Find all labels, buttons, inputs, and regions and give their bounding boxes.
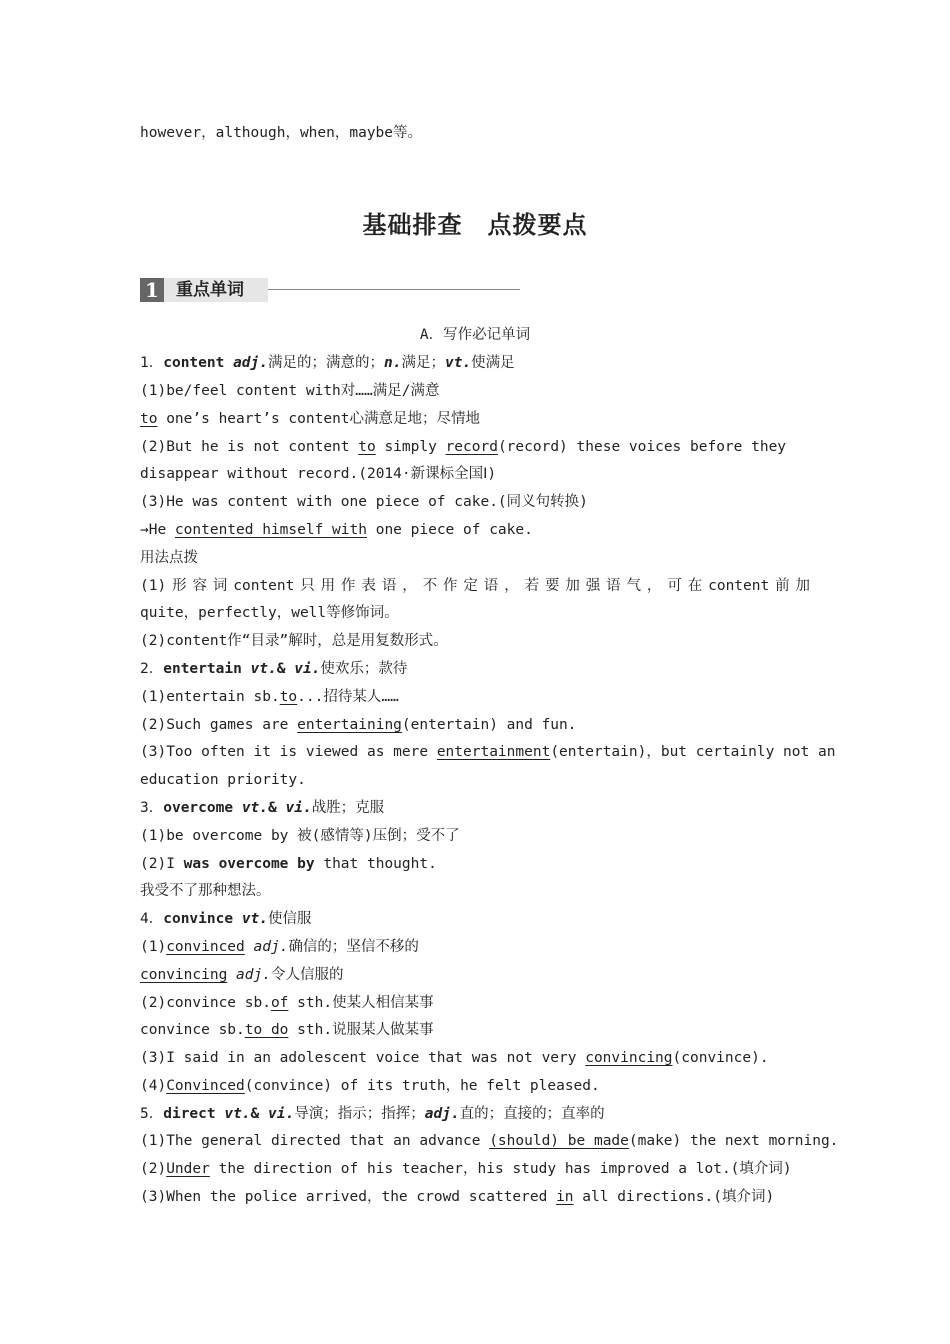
entry-heading-content: 1．content adj.满足的；满意的；n.满足；vt.使满足 [140, 355, 515, 371]
text-line: (1)be/feel content with对……满足/满意 [140, 383, 440, 399]
answer-blank: (should) be made [489, 1133, 629, 1149]
answer-blank: in [556, 1189, 574, 1205]
text-line: quite，perfectly，well等修饰词。 [140, 605, 399, 621]
intro-line: however，although，when，maybe等。 [140, 125, 423, 141]
text-line: (1)convinced adj.确信的；坚信不移的 [140, 939, 419, 955]
page-title: 基础排查 点拨要点 [362, 211, 588, 239]
text-line: (4)Convinced(convince) of its truth，he felt pleased. [140, 1078, 600, 1094]
text-line: (1)be overcome by 被(感情等)压倒；受不了 [140, 828, 460, 844]
text-line: (1)entertain sb.to...招待某人…… [140, 689, 399, 705]
text-line: convince sb.to do sth.说服某人做某事 [140, 1022, 434, 1038]
text-line: (2)I was overcome by that thought. [140, 856, 437, 872]
text-line: (3)When the police arrived，the crowd scattered in all directions.(填介词) [140, 1189, 775, 1205]
answer-blank: convincing [585, 1050, 673, 1066]
text-line: (2)content作“目录”解时，总是用复数形式。 [140, 633, 448, 649]
answer-blank: convincing [140, 967, 228, 983]
text-line: (3)I said in an adolescent voice that was not very convincing(convince). [140, 1050, 769, 1066]
section-label: 重点单词 [164, 278, 268, 302]
entry-heading-overcome: 3．overcome vt.& vi.战胜；克服 [140, 800, 385, 816]
text-line: (3)Too often it is viewed as mere entertainment(entertain)，but certainly not an [140, 744, 836, 760]
answer-blank: Under [166, 1161, 210, 1177]
section-header [140, 278, 520, 302]
entry-heading-direct: 5．direct vt.& vi.导演；指示；指挥；adj.直的；直接的；直率的 [140, 1106, 605, 1122]
text-line: (2)But he is not content to simply record(record) these voices before they [140, 439, 787, 455]
text-line: disappear without record.(2014·新课标全国Ⅰ) [140, 466, 497, 482]
answer-blank: convinced [166, 939, 245, 955]
text-line: convincing adj.令人信服的 [140, 967, 344, 983]
answer-blank: entertaining [297, 717, 402, 733]
answer-blank: to [279, 689, 298, 705]
answer-blank: to [358, 439, 376, 455]
entry-heading-entertain: 2．entertain vt.& vi.使欢乐；款待 [140, 661, 408, 677]
text-line: (2)Such games are entertaining(entertain) and fun. [140, 717, 577, 733]
answer-blank: contented himself with [174, 522, 367, 538]
answer-blank: Convinced [166, 1078, 245, 1094]
answer-blank: entertainment [436, 744, 551, 760]
usage-tip-heading: 用法点拨 [140, 550, 198, 566]
text-line: (2)convince sb.of sth.使某人相信某事 [140, 995, 434, 1011]
text-line: (3)He was content with one piece of cake.(同义句转换) [140, 494, 588, 510]
answer-blank: of [270, 995, 289, 1011]
section-rule [268, 289, 520, 290]
subsection-title: A．写作必记单词 [419, 327, 531, 343]
text-line: (1)形容词content只用作表语，不作定语，若要加强语气，可在content前加 [140, 578, 810, 594]
entry-heading-convince: 4．convince vt.使信服 [140, 911, 312, 927]
text-line: →He contented himself with one piece of cake. [140, 522, 533, 538]
answer-blank: to do [244, 1022, 289, 1038]
answer-blank: to [140, 411, 158, 427]
text-line: 我受不了那种想法。 [140, 883, 271, 899]
section-number-badge: 1 [140, 278, 164, 302]
text-line: to one’s heart’s content心满意足地；尽情地 [140, 411, 481, 427]
text-line: education priority. [140, 772, 306, 788]
text-line: (2)Under the direction of his teacher，his study has improved a lot.(填介词) [140, 1161, 792, 1177]
text-line: (1)The general directed that an advance (should) be made(make) the next morning. [140, 1133, 839, 1149]
answer-blank: record [445, 439, 498, 455]
